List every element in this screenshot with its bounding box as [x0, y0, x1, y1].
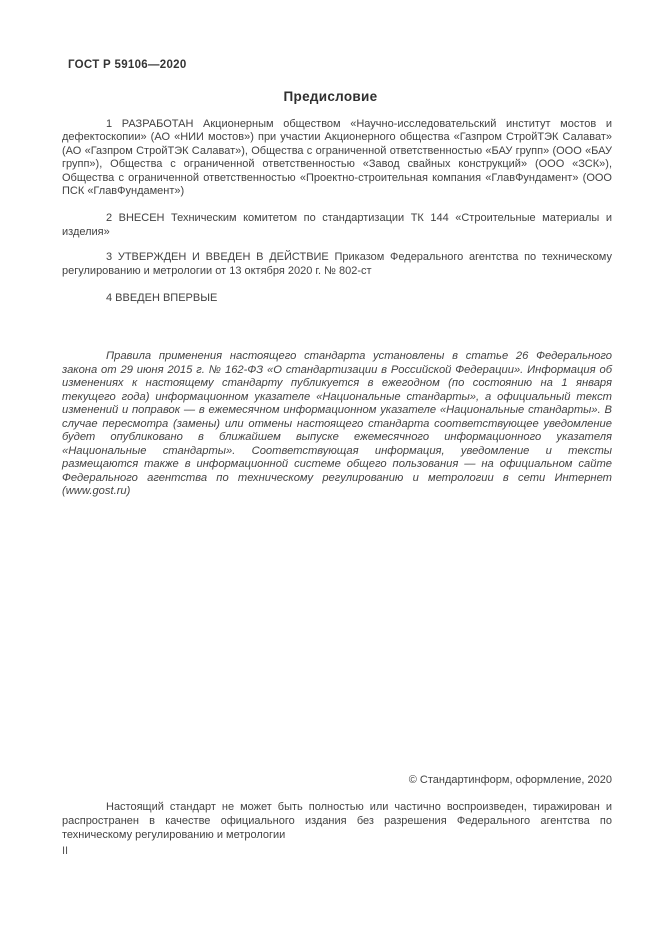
distribution-restriction-note: Настоящий стандарт не может быть полностью или частично воспроизведен, тиражирован и распространен в качестве официального издания без разрешения Федерального агентства по техническому регулированию и метрологии [62, 801, 612, 841]
foreword-section [62, 118, 612, 499]
document-code: ГОСТ Р 59106—2020 [68, 59, 187, 71]
foreword-item-first-edition: 4 ВВЕДЕН ВПЕРВЫЕ [106, 292, 218, 305]
foreword-item-submitted: 2 ВНЕСЕН Техническим комитетом по стандартизации ТК 144 «Строительные материалы и изделия» [62, 212, 612, 238]
application-rules-note: Правила применения настоящего стандарта установлены в статье 26 Федерального закона от 29 июня 2015 г. № 162-ФЗ «О стандартизации в Российской Федерации». Информация об изменениях к настоящему стандарту публикуется в ежегодном (по состоянию на 1 января текущего года) информационном указателе «Национальные стандарты», а официальный текст изменений и поправок — в ежемесячном информационном указателе «Национальные стандарты». В случае пересмотра (замены) или отмены настоящего стандарта соответствующее уведомление будет опубликовано в ближайшем выпуске ежемесячного информационного указателя «Национальные стандарты». Соответствующая информация, уведомление и тексты размещаются также в информационной системе общего пользования — на официальном сайте Федерального агентства по техническому регулированию и метрологии в сети Интернет (www.gost.ru) [62, 350, 612, 498]
foreword-item-approved: 3 УТВЕРЖДЕН И ВВЕДЕН В ДЕЙСТВИЕ Приказом Федерального агентства по техническому регулированию и метрологии от 13 октября 2020 г. № 802-ст [62, 251, 612, 277]
foreword-item-developed: 1 РАЗРАБОТАН Акционерным обществом «Научно-исследовательский институт мостов и дефектоскопии» (АО «НИИ мостов») при участии Акционерного общества «Газпром СтройТЭК Салават» (АО «Газпром СтройТЭК Салават»), Общества с ограниченной ответственностью «БАУ групп» (ООО «БАУ групп»), Общества с ограниченной ответственностью «Завод свайных конструкций» (ООО «ЗСК»), Общества с ограниченной ответственностью «Проектно-строительная компания «ГлавФундамент» (ООО ПСК «ГлавФундамент») [62, 118, 612, 198]
copyright-line: © Стандартинформ, оформление, 2020 [408, 774, 612, 786]
page-title: Предисловие [283, 89, 378, 104]
page-number: II [62, 845, 69, 857]
